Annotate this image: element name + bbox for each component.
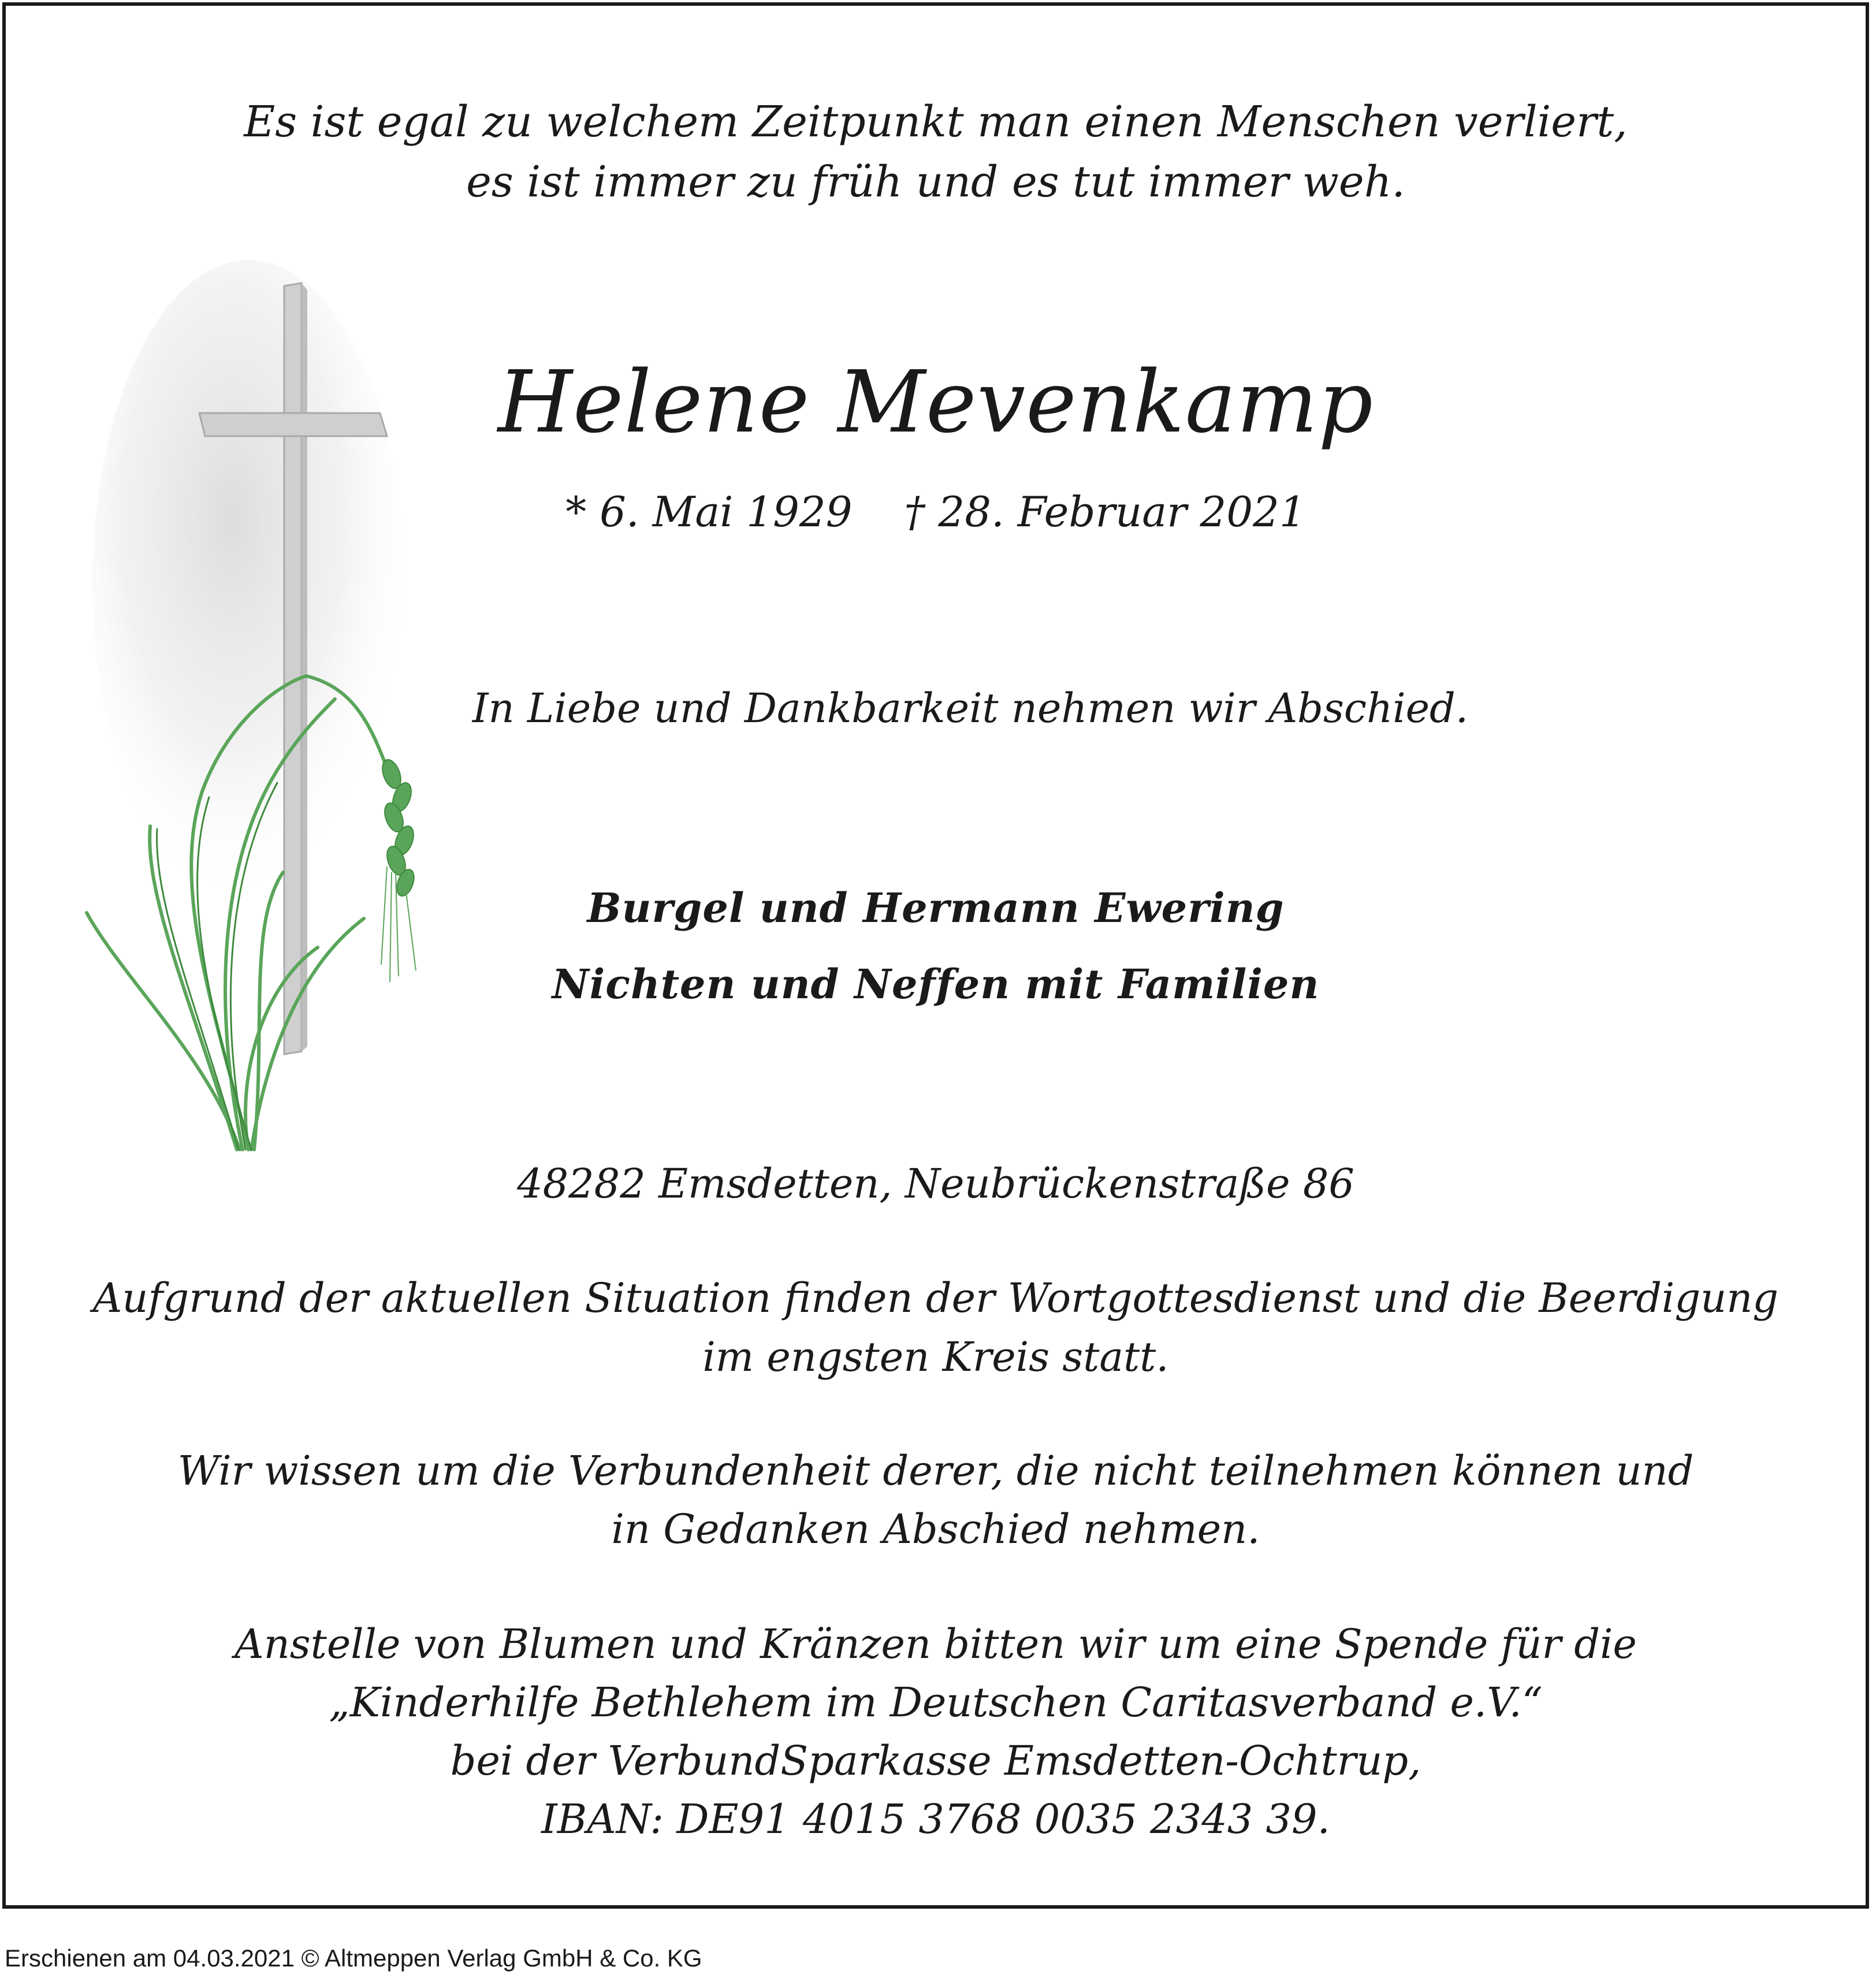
solidarity-line-2: in Gedanken Abschied nehmen. xyxy=(611,1505,1260,1553)
notice-line-2: im engsten Kreis statt. xyxy=(702,1333,1169,1381)
farewell-text: In Liebe und Dankbarkeit nehmen wir Abschied. xyxy=(472,685,1469,732)
death-date: † 28. Februar 2021 xyxy=(904,488,1306,536)
quote-line-1: Es ist egal zu welchem Zeitpunkt man einen Menschen verliert, xyxy=(244,97,1628,147)
publication-footer: Erschienen am 04.03.2021 © Altmeppen Verlag GmbH & Co. KG xyxy=(5,1944,702,1972)
birth-date: * 6. Mai 1929 xyxy=(565,488,853,536)
deceased-name: Helene Mevenkamp xyxy=(497,352,1374,452)
mourners-line-2: Nichten und Neffen mit Familien xyxy=(552,960,1320,1008)
obituary-frame xyxy=(2,2,1869,1909)
address: 48282 Emsdetten, Neubrückenstraße 86 xyxy=(517,1160,1354,1207)
donation-line-2: „Kinderhilfe Bethlehem im Deutschen Caritasverband e.V.“ xyxy=(329,1679,1543,1726)
donation-line-1: Anstelle von Blumen und Kränzen bitten wir um eine Spende für die xyxy=(234,1620,1637,1668)
donation-line-4: IBAN: DE91 4015 3768 0035 2343 39. xyxy=(541,1795,1330,1843)
notice-line-1: Aufgrund der aktuellen Situation finden der Wortgottesdienst und die Beerdigung xyxy=(92,1274,1779,1322)
donation-line-3: bei der VerbundSparkasse Emsdetten-Ochtrup, xyxy=(450,1737,1421,1784)
mourners-line-1: Burgel und Hermann Ewering xyxy=(587,884,1285,932)
quote-line-2: es ist immer zu früh und es tut immer weh. xyxy=(466,157,1405,207)
solidarity-line-1: Wir wissen um die Verbundenheit derer, die nicht teilnehmen können und xyxy=(177,1447,1694,1494)
life-dates xyxy=(6,488,1866,536)
